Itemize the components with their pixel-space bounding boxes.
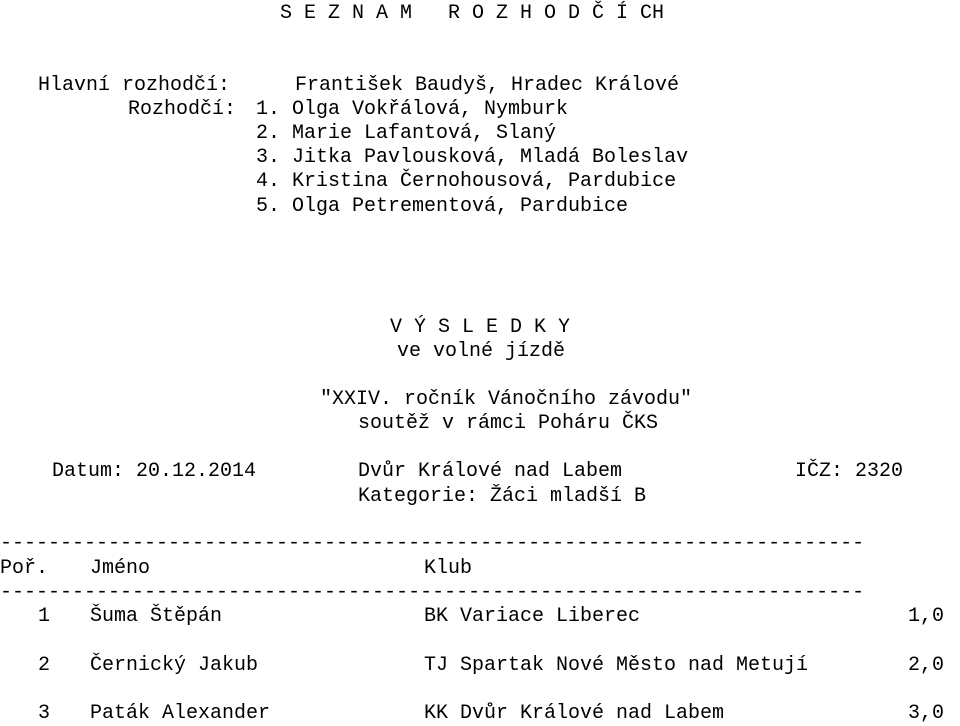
row-rank: 2 <box>38 654 51 677</box>
head-judge-name: František Baudyš, Hradec Králové <box>295 74 680 97</box>
column-header-club: Klub <box>424 557 473 580</box>
cup-name: soutěž v rámci Poháru ČKS <box>358 412 659 435</box>
row-rank: 1 <box>38 605 51 628</box>
row-club: BK Variace Liberec <box>424 605 641 628</box>
judge-item: 3. Jitka Pavlousková, Mladá Boleslav <box>256 146 689 169</box>
page-title: S E Z N A M R O Z H O D Č Í CH <box>280 2 665 25</box>
row-rank: 3 <box>38 702 51 725</box>
head-judge-label: Hlavní rozhodčí: <box>38 74 231 97</box>
separator-line: ------------------------------------------------------------------------ <box>0 581 865 604</box>
judge-item: 4. Kristina Černohousová, Pardubice <box>256 170 677 193</box>
event-icz: IČZ: 2320 <box>795 460 904 483</box>
judge-item: 5. Olga Petrementová, Pardubice <box>256 195 629 218</box>
event-place: Dvůr Králové nad Labem <box>358 460 623 483</box>
judges-label: Rozhodčí: <box>128 98 237 121</box>
event-name: "XXIV. ročník Vánočního závodu" <box>320 388 693 411</box>
results-subtitle: ve volné jízdě <box>397 340 566 363</box>
event-date: Datum: 20.12.2014 <box>52 460 257 483</box>
separator-line: ------------------------------------------------------------------------ <box>0 532 865 555</box>
results-title: V Ý S L E D K Y <box>390 316 571 339</box>
row-score: 3,0 <box>908 702 945 725</box>
judge-item: 1. Olga Vokřálová, Nymburk <box>256 98 569 121</box>
column-header-name: Jméno <box>90 557 151 580</box>
row-club: TJ Spartak Nové Město nad Metují <box>424 654 809 677</box>
judge-item: 2. Marie Lafantová, Slaný <box>256 122 557 145</box>
category: Kategorie: Žáci mladší B <box>358 485 647 508</box>
row-name: Šuma Štěpán <box>90 605 223 628</box>
row-score: 1,0 <box>908 605 945 628</box>
row-name: Paták Alexander <box>90 702 271 725</box>
row-club: KK Dvůr Králové nad Labem <box>424 702 725 725</box>
column-header-rank: Poř. <box>0 557 49 580</box>
row-name: Černický Jakub <box>90 654 259 677</box>
row-score: 2,0 <box>908 654 945 677</box>
